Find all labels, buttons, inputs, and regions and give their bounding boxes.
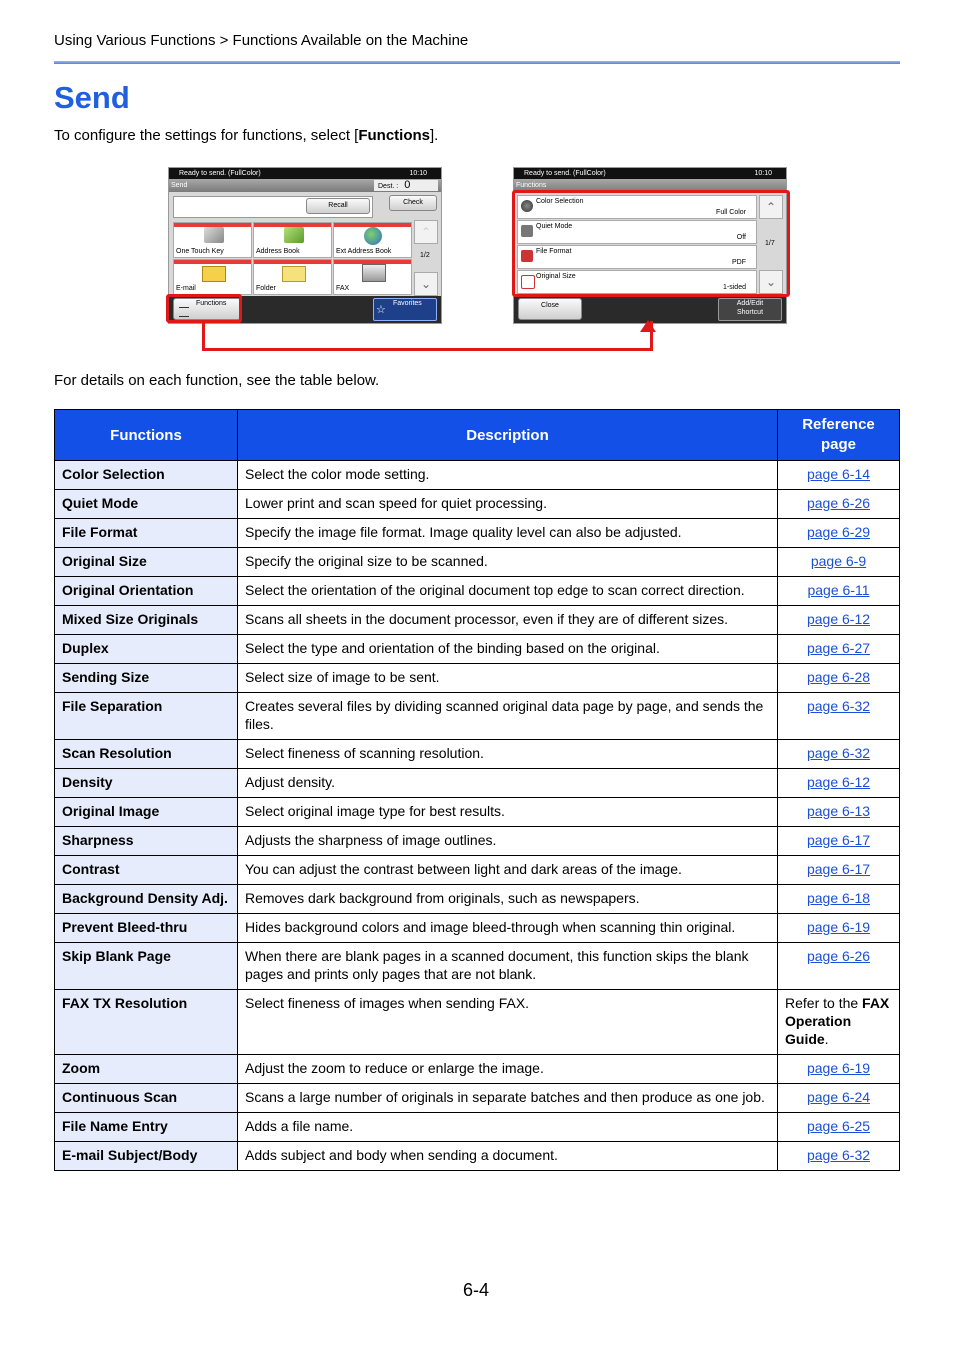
table-row [55,577,900,606]
functions-table [54,409,900,1171]
one-touch-key-tile[interactable] [173,222,252,258]
scroll-down-button[interactable]: ⌄ [414,272,438,296]
close-button[interactable]: Close [518,298,582,320]
table-row [55,548,900,577]
reference-cell [778,1055,900,1084]
description-cell: Adds subject and body when sending a document. [238,1142,778,1171]
function-name-cell: Original Orientation [55,577,238,606]
description-cell: Adjusts the sharpness of image outlines. [238,827,778,856]
reference-link[interactable]: page 6-29 [806,524,871,540]
reference-link[interactable]: page 6-19 [806,919,871,935]
table-row [55,914,900,943]
reference-link[interactable]: page 6-26 [806,948,871,964]
favorites-label: Favorites [393,300,422,307]
header-reference-line2: page [820,436,856,453]
description-cell: Scans a large number of originals in separate batches and then produce as one job. [238,1084,778,1113]
function-name-cell: Skip Blank Page [55,943,238,990]
reference-cell [778,885,900,914]
description-cell: Lower print and scan speed for quiet processing. [238,490,778,519]
tile-label: FAX [336,285,350,292]
description-cell: Adjust density. [238,769,778,798]
function-name-cell: Sending Size [55,664,238,693]
description-cell: Select the type and orientation of the binding based on the original. [238,635,778,664]
table-row [55,740,900,769]
reference-cell [778,990,900,1055]
table-row [55,856,900,885]
row-value: PDF [732,259,746,266]
reference-link[interactable]: page 6-32 [806,698,871,714]
reference-cell [778,664,900,693]
row-label: File Format [536,248,572,255]
function-name-cell: Background Density Adj. [55,885,238,914]
connector-line [202,321,653,351]
description-cell: Adjust the zoom to reduce or enlarge the image. [238,1055,778,1084]
tile-label: One Touch Key [176,248,224,255]
dest-label: Dest. : [378,183,399,190]
table-row [55,461,900,490]
reference-cell [778,769,900,798]
address-book-tile[interactable] [253,222,332,258]
table-row [55,606,900,635]
description-cell: You can adjust the contrast between light and dark areas of the image. [238,856,778,885]
table-row [55,664,900,693]
table-row [55,990,900,1055]
header-functions: Functions [55,410,238,461]
fax-tile[interactable] [333,259,412,295]
reference-cell [778,1084,900,1113]
reference-cell [778,943,900,990]
header-reference [778,410,900,461]
table-row [55,1142,900,1171]
description-cell: Select fineness of images when sending FAX. [238,990,778,1055]
function-name-cell: Density [55,769,238,798]
status-text: Ready to send. (FullColor) [179,170,261,177]
reference-cell [778,548,900,577]
function-name-cell: Contrast [55,856,238,885]
tile-label: Folder [256,285,276,292]
reference-suffix: . [824,1031,829,1047]
page-number: 6-4 [463,1280,490,1300]
scroll-up-button[interactable]: ⌃ [759,195,783,219]
description-cell: Adds a file name. [238,1113,778,1142]
row-label: Color Selection [536,198,584,205]
table-row [55,1055,900,1084]
reference-link[interactable]: page 6-12 [806,611,871,627]
functions-label: Functions [196,300,227,307]
reference-cell [778,798,900,827]
reference-link[interactable]: page 6-28 [806,669,871,685]
add-edit-label: Add/Edit [736,300,764,307]
reference-link[interactable]: page 6-17 [806,861,871,877]
row-value: Full Color [716,209,746,216]
reference-link[interactable]: page 6-32 [806,745,871,761]
connector-arrowhead [640,320,656,332]
table-row [55,635,900,664]
description-cell: Select the orientation of the original document top edge to scan correct direction. [238,577,778,606]
function-name-cell: Continuous Scan [55,1084,238,1113]
intro-prefix: To configure the settings for functions, select [ [54,127,359,144]
fax-icon [362,264,386,282]
star-icon: ☆ [376,304,386,316]
tile-label: Address Book [256,248,300,255]
function-name-cell: Original Size [55,548,238,577]
table-row [55,943,900,990]
mode-label: Functions [516,182,547,189]
description-cell: When there are blank pages in a scanned document, this function skips the blank pages and prints only pages that are not blank. [238,943,778,990]
table-header-row [55,410,900,461]
reference-link[interactable]: page 6-11 [807,582,870,598]
breadcrumb: Using Various Functions > Functions Available on the Machine [54,32,469,49]
tile-label: E-mail [176,285,196,292]
scroll-up-button[interactable]: ⌃ [414,220,438,244]
description-cell: Hides background colors and image bleed-through when scanning thin original. [238,914,778,943]
function-name-cell: Scan Resolution [55,740,238,769]
reference-link[interactable]: page 6-25 [806,1118,871,1134]
function-name-cell: File Name Entry [55,1113,238,1142]
reference-link[interactable]: page 6-13 [806,803,871,819]
row-label: Original Size [536,273,576,280]
function-name-cell: File Format [55,519,238,548]
table-row [55,798,900,827]
function-name-cell: File Separation [55,693,238,740]
dest-box [374,180,438,191]
reference-cell [778,577,900,606]
intro-suffix: ]. [430,127,439,144]
page-indicator: 1/7 [765,240,775,247]
reference-link[interactable]: page 6-19 [806,1060,871,1076]
description-cell: Select size of image to be sent. [238,664,778,693]
favorites-button[interactable] [373,298,437,321]
row-label: Quiet Mode [536,223,573,230]
intro-bold: Functions [358,127,431,144]
mode-label: Send [171,182,188,189]
reference-cell [778,740,900,769]
status-time: 10:10 [409,170,427,177]
row-value: Off [736,234,746,241]
reference-cell [778,490,900,519]
reference-cell [778,914,900,943]
intro-text [54,127,438,144]
reference-link[interactable]: page 6-26 [806,495,871,511]
table-row [55,1084,900,1113]
header-reference-line1: Reference [802,416,875,433]
folder-icon [282,266,306,282]
reference-cell [778,693,900,740]
mode-bar [169,179,441,192]
table-row [55,490,900,519]
reference-link[interactable]: page 6-14 [806,466,871,482]
reference-link[interactable]: page 6-18 [806,890,871,906]
table-row [55,827,900,856]
tile-label: Ext Address Book [336,248,392,255]
ext-address-book-tile[interactable] [333,222,412,258]
address-book-icon [284,227,304,243]
dest-count: 0 [404,179,411,191]
table-row [55,1113,900,1142]
reference-guide-name: FAX Operation Guide [785,995,890,1047]
status-bar [169,168,441,179]
reference-link[interactable]: page 6-12 [806,774,871,790]
globe-icon [364,227,382,245]
envelope-icon [202,266,226,282]
reference-prefix: Refer to the [785,995,863,1011]
table-row [55,519,900,548]
function-name-cell: FAX TX Resolution [55,990,238,1055]
table-row [55,693,900,740]
one-touch-key-icon [204,227,224,243]
reference-cell [778,856,900,885]
function-name-cell: Sharpness [55,827,238,856]
email-tile[interactable] [173,259,252,295]
add-edit-shortcut-button[interactable] [718,298,782,321]
description-cell: Removes dark background from originals, such as newspapers. [238,885,778,914]
description-cell: Select fineness of scanning resolution. [238,740,778,769]
shortcut-label: Shortcut [736,309,764,316]
reference-cell [778,1142,900,1171]
reference-cell [778,461,900,490]
table-row [55,769,900,798]
row-value: 1-sided [723,284,746,291]
reference-link[interactable]: page 6-9 [810,553,867,569]
reference-cell [778,1113,900,1142]
check-button[interactable]: Check [389,195,437,211]
function-list-highlight [512,190,790,297]
table-row [55,885,900,914]
reference-cell [778,519,900,548]
folder-tile[interactable] [253,259,332,295]
function-name-cell: Mixed Size Originals [55,606,238,635]
description-cell: Creates several files by dividing scanned original data page by page, and sends the files. [238,693,778,740]
function-name-cell: E-mail Subject/Body [55,1142,238,1171]
details-text: For details on each function, see the table below. [54,372,380,389]
header-rule [54,61,900,64]
page-indicator: 1/2 [420,252,430,259]
description-cell: Specify the image file format. Image quality level can also be adjusted. [238,519,778,548]
function-name-cell: Quiet Mode [55,490,238,519]
reference-link[interactable]: page 6-27 [806,640,871,656]
reference-cell [778,635,900,664]
reference-link[interactable]: page 6-17 [806,832,871,848]
reference-link[interactable]: page 6-24 [806,1089,871,1105]
header-description: Description [238,410,778,461]
function-name-cell: Color Selection [55,461,238,490]
status-bar [514,168,786,179]
scroll-down-button[interactable]: ⌄ [759,270,783,294]
description-cell: Select original image type for best results. [238,798,778,827]
page-title: Send [54,80,130,115]
reference-cell [778,606,900,635]
reference-cell [778,827,900,856]
bottom-bar [514,296,786,323]
function-name-cell: Zoom [55,1055,238,1084]
status-text: Ready to send. (FullColor) [524,170,606,177]
function-name-cell: Original Image [55,798,238,827]
function-name-cell: Duplex [55,635,238,664]
status-time: 10:10 [754,170,772,177]
description-cell: Scans all sheets in the document processor, even if they are of different sizes. [238,606,778,635]
function-name-cell: Prevent Bleed-thru [55,914,238,943]
reference-link[interactable]: page 6-32 [806,1147,871,1163]
description-cell: Specify the original size to be scanned. [238,548,778,577]
recall-button[interactable]: Recall [306,198,370,214]
functions-highlight [166,294,242,323]
description-cell: Select the color mode setting. [238,461,778,490]
